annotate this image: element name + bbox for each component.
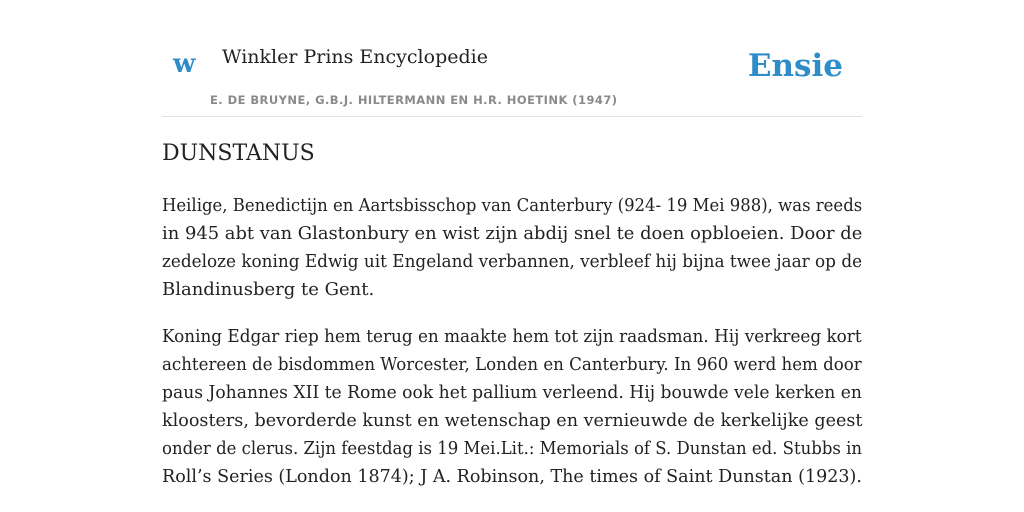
paragraph-line: Koning Edgar riep hem terug en maakte hem tot zijn raadsman. Hij verkreeg kort — [162, 326, 862, 347]
paragraph-line: in 945 abt van Glastonbury en wist zijn abdij snel te doen opbloeien. Door de — [162, 223, 863, 244]
publication-authors: E. DE BRUYNE, G.B.J. HILTERMANN EN H.R. HOETINK (1947) — [210, 93, 618, 107]
article-paragraph — [162, 192, 862, 304]
paragraph-line: kloosters, bevorderde kunst en wetenschap en vernieuwde de kerkelijke geest — [162, 410, 863, 431]
paragraph-line: zedeloze koning Edwig uit Engeland verbannen, verbleef hij bijna twee jaar op de — [162, 251, 863, 272]
ensie-brand-link[interactable]: Ensie — [747, 48, 843, 84]
paragraph-line: achtereen de bisdommen Worcester, Londen en Canterbury. In 960 werd hem door — [162, 354, 862, 375]
paragraph-line: Heilige, Benedictijn en Aartsbisschop van Canterbury (924- 19 Mei 988), was reeds — [162, 195, 863, 216]
paragraph-line: Roll’s Series (London 1874); J A. Robinson, The times of Saint Dunstan (1923). — [162, 466, 862, 487]
paragraph-line: onder de clerus. Zijn feestdag is 19 Mei.Lit.: Memorials of S. Dunstan ed. Stubbs in — [162, 438, 863, 459]
article-paragraph — [162, 323, 862, 491]
publication-title[interactable]: Winkler Prins Encyclopedie — [222, 46, 488, 68]
paragraph-line: paus Johannes XII te Rome ook het pallium verleend. Hij bouwde vele kerken en — [162, 382, 862, 403]
paragraph-line: Blandinusberg te Gent. — [162, 279, 375, 300]
winkler-prins-logo[interactable]: w — [173, 49, 196, 79]
article-title: DUNSTANUS — [162, 141, 315, 166]
page-header — [162, 0, 862, 117]
